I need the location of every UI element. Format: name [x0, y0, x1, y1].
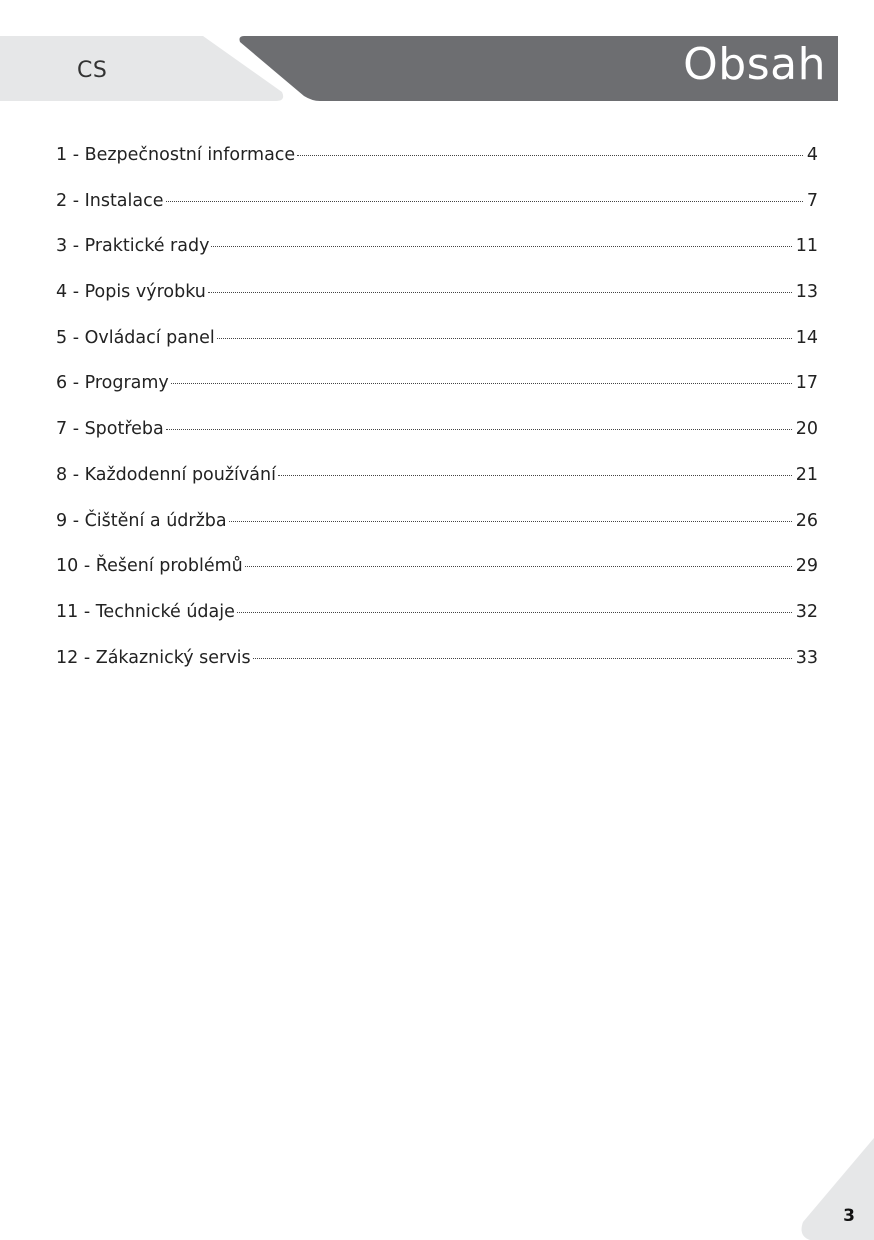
toc-entry-page: 26 — [795, 510, 818, 531]
toc-entry-title: 10 - Řešení problémů — [56, 556, 243, 577]
toc-entry-page: 33 — [795, 647, 818, 668]
toc-entry-title: 7 - Spotřeba — [56, 419, 164, 440]
toc-entry-title: 12 - Zákaznický servis — [56, 647, 251, 668]
toc-entry-title: 2 - Instalace — [56, 190, 164, 211]
toc-entry-title: 8 - Každodenní používání — [56, 464, 276, 485]
toc-entry-title: 4 - Popis výrobku — [56, 282, 206, 303]
toc-entry-page: 4 — [806, 145, 818, 165]
toc-entry-page: 17 — [795, 373, 818, 394]
toc-entry-page: 20 — [795, 419, 818, 440]
toc-entry-title: 3 - Praktické rady — [56, 236, 210, 257]
page-title: Obsah — [683, 39, 826, 90]
toc-entry-title: 11 - Technické údaje — [56, 601, 235, 622]
toc-entry-title: 5 - Ovládací panel — [56, 327, 215, 348]
page-number: 3 — [843, 1206, 855, 1226]
toc-entry-page: 14 — [795, 327, 818, 348]
toc-entry-page: 13 — [795, 282, 818, 303]
toc-entry-page: 32 — [795, 601, 818, 622]
toc-entry-page: 21 — [795, 464, 818, 485]
toc-entry-page: 11 — [795, 236, 818, 257]
toc-entry-page: 29 — [795, 556, 818, 577]
toc-entry-page: 7 — [806, 190, 818, 211]
toc-entry-title: 6 - Programy — [56, 373, 169, 394]
toc-entry-title: 9 - Čištění a údržba — [56, 510, 227, 531]
toc-entry-title: 1 - Bezpečnostní informace — [56, 145, 296, 165]
language-code: CS — [77, 58, 108, 83]
